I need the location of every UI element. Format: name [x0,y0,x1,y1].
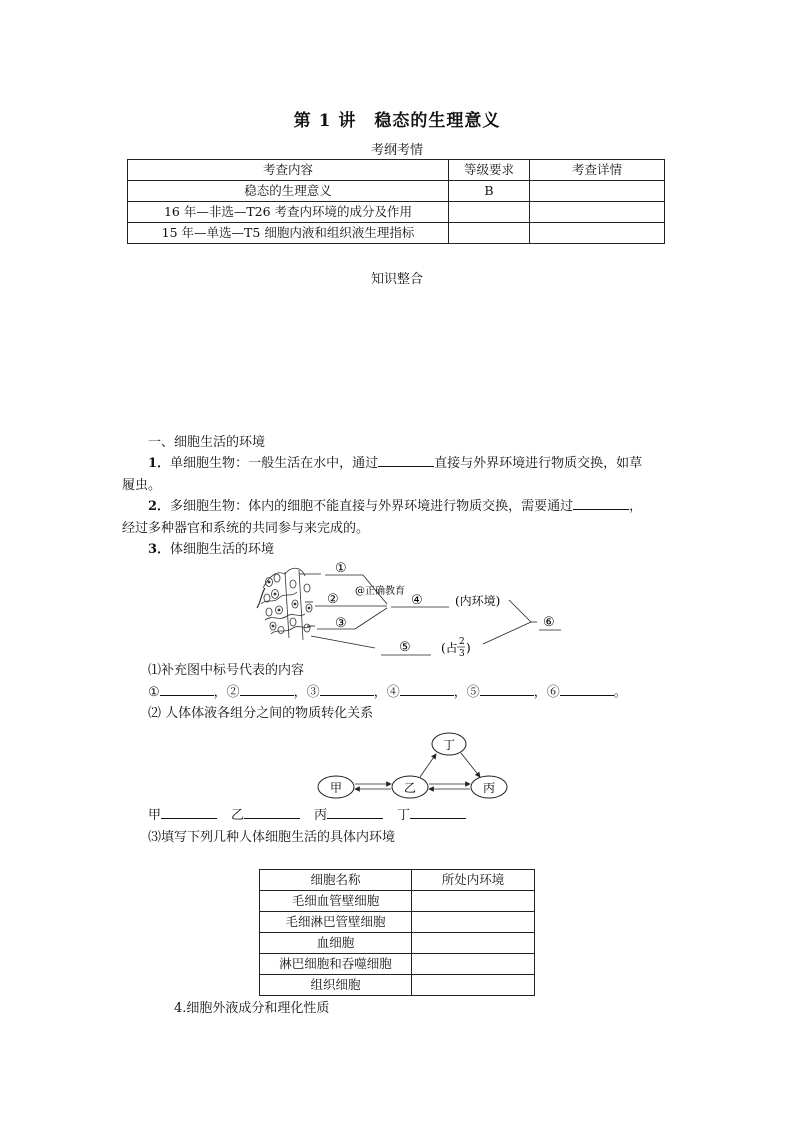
table-header-cell: 等级要求 [449,160,530,181]
sub-question-2-blanks [148,805,466,827]
blank-label: ，③ [293,685,320,700]
table-row [128,202,665,223]
blank-label: 甲 [148,808,162,823]
diagram-label-3: ③ [335,616,347,631]
table-cell: 淋巴细胞和吞噬细胞 [260,954,412,975]
diagram-label-5: ⑤ [399,640,411,655]
table-cell: 毛细血管壁细胞 [260,891,412,912]
table-cell: 血细胞 [260,933,412,954]
answer-blank[interactable] [573,496,629,510]
table-header-cell: 细胞名称 [260,870,412,891]
question-2 [148,496,642,518]
diagram-label-4: ④ [411,593,423,608]
answer-blank[interactable] [480,682,534,696]
table-cell [530,223,665,244]
table-row [260,954,535,975]
table-row [260,912,535,933]
table-cell: B [449,181,530,202]
fraction-denominator: 3 [459,649,465,659]
fraction-suffix: ) [466,641,471,655]
exam-outline-table [127,159,665,244]
table-cell: 毛细淋巴管壁细胞 [260,912,412,933]
blank-label: ① [148,685,160,700]
table-answer-cell[interactable] [412,891,535,912]
table-answer-cell[interactable] [412,975,535,996]
blank-label: 。 [613,685,627,700]
answer-blank[interactable] [161,805,217,819]
question-text: 经过多种器官和系统的共同参与来完成的。 [122,521,370,536]
table-cell [530,202,665,223]
answer-blank[interactable] [160,682,214,696]
sub-question-1-blanks [148,682,627,704]
question-text: ， [629,499,643,514]
table-header-cell: 考查详情 [530,160,665,181]
table-cell: 稳态的生理意义 [128,181,449,202]
table-row [260,975,535,996]
table-header-row [260,870,535,891]
node-label: 丁 [443,738,456,752]
table-cell: 16 年—非选—T26 考查内环境的成分及作用 [128,202,449,223]
table-row [260,891,535,912]
question-text: ：体内的细胞不能直接与外界环境进行物质交换，需要通过 [235,499,574,514]
question-number: 2． [148,499,171,514]
table-answer-cell[interactable] [412,912,535,933]
sub-question-3: ⑶填写下列几种人体细胞生活的具体内环境 [148,830,396,845]
table-header-row [128,160,665,181]
table-cell [530,181,665,202]
cell-environment-table [259,869,535,996]
blank-label: 乙 [231,808,245,823]
node-label: 丙 [483,781,496,795]
question-1 [148,453,642,475]
answer-blank[interactable] [560,682,614,696]
fraction-prefix: (占 [441,641,458,655]
table-cell [449,223,530,244]
answer-blank[interactable] [400,682,454,696]
table-row [128,181,665,202]
exam-outline-heading: 考纲考情 [370,143,423,158]
table-header-cell: 考查内容 [128,160,449,181]
fluid-relation-diagram [308,726,518,802]
answer-blank[interactable] [327,805,383,819]
tissue-illustration-icon [257,568,312,640]
sub-question-2: ⑵ 人体体液各组分之间的物质转化关系 [148,706,374,721]
blank-label: ，④ [373,685,400,700]
table-row [260,933,535,954]
table-header-cell: 所处内环境 [412,870,535,891]
answer-blank[interactable] [244,805,300,819]
body-fluid-diagram [255,558,575,663]
question-label: 多细胞生物 [170,499,236,514]
question-text: 直接与外界环境进行物质交换，如草 [434,456,643,471]
answer-blank[interactable] [240,682,294,696]
table-row [128,223,665,244]
question-label: 体细胞生活的环境 [170,542,275,557]
node-label: 甲 [330,781,343,795]
blank-label: 丁 [397,808,411,823]
inner-environment-label: (内环境) [455,594,501,608]
sub-question-1: ⑴补充图中标号代表的内容 [148,663,305,678]
node-label: 乙 [404,781,417,795]
question-number: 1． [148,456,171,471]
blank-label: 丙 [314,808,328,823]
question-text: 履虫。 [122,478,162,493]
diagram-label-6: ⑥ [543,615,555,630]
part1-heading: 一、细胞生活的环境 [148,435,266,450]
answer-blank[interactable] [378,453,434,467]
fraction-numerator: 2 [459,637,465,647]
table-cell [449,202,530,223]
diagram-label-1: ① [335,561,347,576]
watermark-text: @正确教育 [355,586,405,597]
table-answer-cell[interactable] [412,933,535,954]
diagram-label-2: ② [327,592,339,607]
question-4: 4.细胞外液成分和理化性质 [174,1001,330,1016]
question-text: ：一般生活在水中，通过 [235,456,379,471]
blank-label: ，② [213,685,240,700]
table-cell: 组织细胞 [260,975,412,996]
answer-blank[interactable] [410,805,466,819]
table-answer-cell[interactable] [412,954,535,975]
table-cell: 15 年—单选—T5 细胞内液和组织液生理指标 [128,223,449,244]
answer-blank[interactable] [320,682,374,696]
blank-label: ，⑤ [453,685,480,700]
question-number: 3． [148,542,171,557]
section-heading: 知识整合 [370,272,423,287]
page-title: 第 1 讲 稳态的生理意义 [293,111,501,131]
blank-label: ，⑥ [533,685,560,700]
question-label: 单细胞生物 [170,456,236,471]
